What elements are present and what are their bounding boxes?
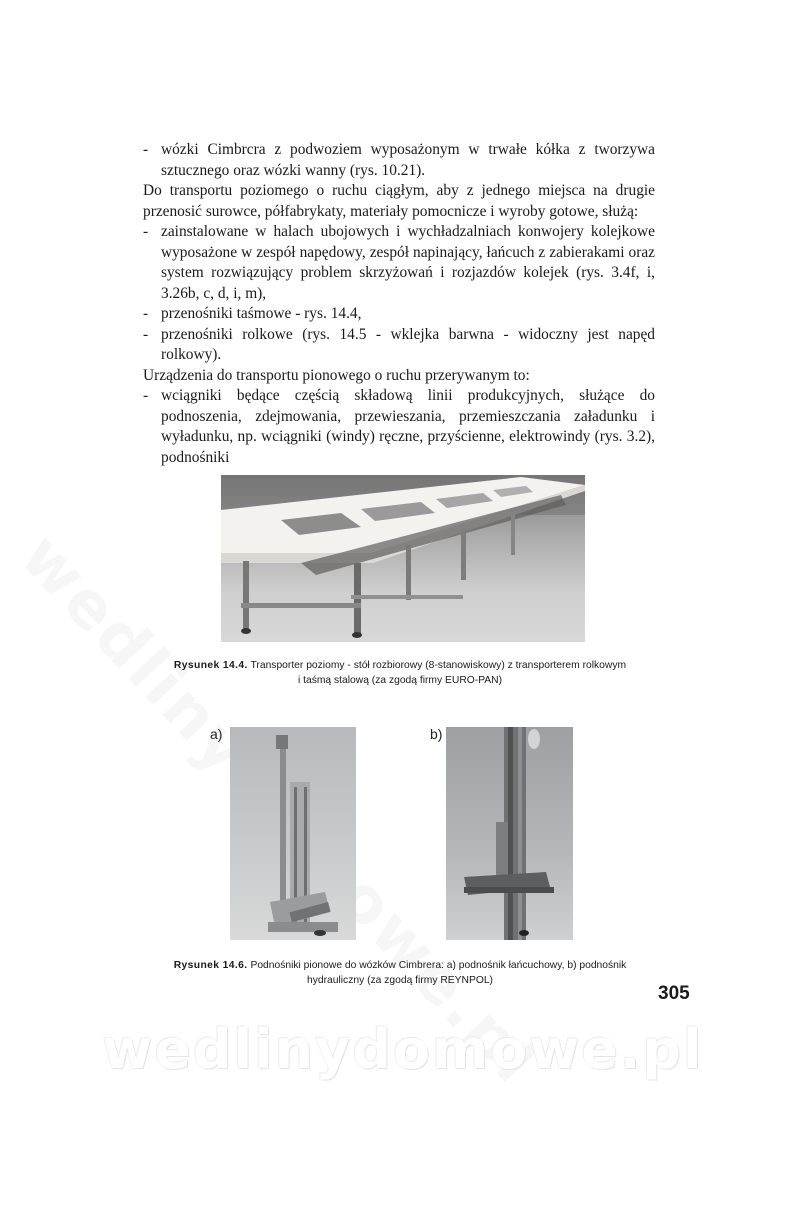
- caption-label: Rysunek 14.4.: [173, 660, 248, 671]
- list-item: [143, 386, 655, 468]
- footer-watermark: wedlinydomowe.pl: [102, 1018, 704, 1081]
- list-item: [143, 222, 655, 304]
- figure-2-caption: [130, 958, 670, 988]
- figure-1-caption: [140, 658, 660, 688]
- list-item: [143, 304, 655, 325]
- caption-text: Podnośniki pionowe do wózków Cimbrera: a) podnośnik łańcuchowy, b) podnośnik: [250, 960, 627, 971]
- hydraulic-lift-illustration: [446, 727, 573, 940]
- list-item: [143, 140, 655, 181]
- caption-text: i taśmą stalową (za zgodą firmy EURO-PAN): [297, 675, 503, 686]
- list-item: [143, 325, 655, 366]
- page-number: 305: [658, 983, 690, 1004]
- list-dash: -: [143, 325, 149, 343]
- list-dash: -: [143, 305, 149, 322]
- figure-chain-lift-photo: [230, 727, 356, 940]
- list-item-text: przenośniki rolkowe (rys. 14.5 - wklejka barwna - widoczny jest napęd rolkowy).: [161, 325, 655, 363]
- list-item-text: zainstalowane w halach ubojowych i wychładzalniach konwojery kolejkowe wyposażone w zespół napędowy, zespół napinający, łańcuch z zabierakami oraz system rozwiązujący problem skrzyżowań i rozjazdów kolejek (rys. 3.4f, i, 3.26b, c, d, i, m),: [161, 223, 655, 302]
- list-item-text: wózki Cimbrcra z podwoziem wyposażonym w trwałe kółka z tworzywa sztucznego oraz wózki wanny (rys. 10.21).: [161, 141, 655, 179]
- caption-label: Rysunek 14.6.: [173, 960, 248, 971]
- caption-text: Transporter poziomy - stół rozbiorowy (8-stanowiskowy) z transporterem rolkowym: [250, 660, 627, 671]
- figure-label-a: a): [210, 726, 223, 742]
- paragraph: [143, 181, 655, 222]
- list-dash: -: [143, 223, 149, 240]
- paragraph-text: Do transportu poziomego o ruchu ciągłym, aby z jednego miejsca na drugie przenosić surowce, półfabrykaty, materiały pomocnicze i wyroby gotowe, służą:: [143, 182, 655, 220]
- list-dash: -: [143, 387, 149, 404]
- list-item-text: przenośniki taśmowe - rys. 14.4,: [161, 305, 362, 322]
- paragraph: [143, 366, 655, 387]
- list-item-text: wciągniki będące częścią składową linii produkcyjnych, służące do podnoszenia, zdejmowania, przewieszania, przemieszczania załadunku i wyładunku, np. wciągniki (windy) ręczne, przyścienne, elektrowindy (rys. 3.2), podnośniki: [161, 387, 655, 466]
- body-text: [143, 140, 655, 468]
- figure-hydraulic-lift-photo: [446, 727, 573, 940]
- list-dash: -: [143, 141, 149, 158]
- figure-label-b: b): [430, 726, 443, 742]
- table-illustration: [221, 475, 585, 642]
- figure-transporter-photo: [221, 475, 585, 642]
- caption-text: hydrauliczny (za zgodą firmy REYNPOL): [307, 975, 493, 986]
- chain-lift-illustration: [230, 727, 356, 940]
- paragraph-text: Urządzenia do transportu pionowego o ruchu przerywanym to:: [143, 366, 530, 384]
